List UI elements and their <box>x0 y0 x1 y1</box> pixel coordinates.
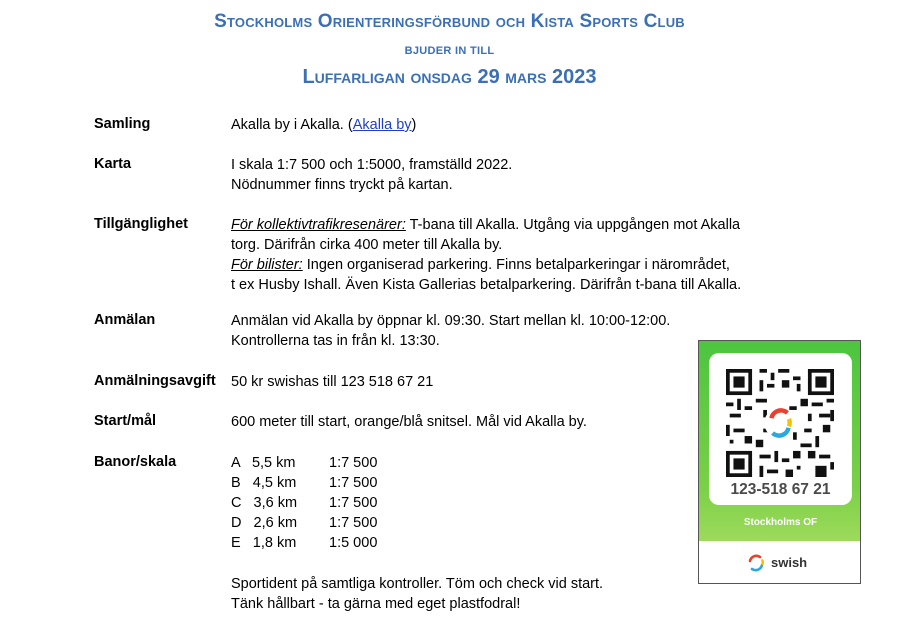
subtitle: BJUDER IN TILL <box>404 45 495 57</box>
qr-code <box>726 369 834 477</box>
label-tillganglighet: Tillgänglighet <box>94 216 188 232</box>
value-anmalan: Anmälan vid Akalla by öppnar kl. 09:30. Start mellan kl. 10:00-12:00. Kontrollerna tas in från kl. 13:30. <box>231 313 671 349</box>
swish-brand: swish <box>771 555 808 570</box>
title: Stockholms Orienteringsförbund och Kista Sports Club <box>214 11 685 32</box>
value-avgift: 50 kr swishas till 123 518 67 21 <box>231 374 434 390</box>
swish-logo-icon <box>746 553 766 573</box>
footer-notes: Sportident på samtliga kontroller. Töm och check vid start. Tänk hållbart - ta gärna med eget plastfodral! <box>231 576 604 612</box>
swish-qr-panel <box>709 353 852 505</box>
value-karta: I skala 1:7 500 och 1:5000, framställd 2022. Nödnummer finns tryckt på kartan. <box>231 157 513 193</box>
course-row: B 4,5 km 1:7 500 <box>231 475 378 491</box>
label-avgift: Anmälningsavgift <box>94 373 216 389</box>
swish-number: 123-518 67 21 <box>730 481 831 498</box>
course-row: E 1,8 km 1:5 000 <box>231 535 378 551</box>
swish-qr-card <box>698 340 861 584</box>
label-samling: Samling <box>94 116 151 132</box>
course-row: D 2,6 km 1:7 500 <box>231 515 378 531</box>
value-samling: Akalla by i Akalla. (Akalla by) <box>231 117 417 133</box>
label-banor: Banor/skala <box>94 454 177 470</box>
swish-recipient-name: Stockholms OF <box>743 517 818 528</box>
course-row: A 5,5 km 1:7 500 <box>231 455 378 471</box>
value-startmal: 600 meter till start, orange/blå snitsel. Mål vid Akalla by. <box>231 414 587 430</box>
label-anmalan: Anmälan <box>94 312 156 328</box>
label-startmal: Start/mål <box>94 413 157 429</box>
swish-brand-bar <box>699 541 861 584</box>
courses-list <box>231 453 389 553</box>
label-karta: Karta <box>94 156 132 172</box>
course-row: C 3,6 km 1:7 500 <box>231 495 378 511</box>
event-title: Luffarligan onsdag 29 mars 2023 <box>302 66 597 88</box>
value-tillganglighet: För kollektivtrafikresenärer: T-bana till Akalla. Utgång via uppgången mot Akalla torg. Därifrån cirka 400 meter till Akalla by. För bilister: Ingen organiserad parkering. Finns betalparkeringar i närområdet, t ex Husby Ishall. Även Kista Gallerias betalparkering. Därifrån t-bana till Akalla. <box>231 217 742 293</box>
akalla-by-link[interactable]: Akalla by <box>352 117 412 133</box>
